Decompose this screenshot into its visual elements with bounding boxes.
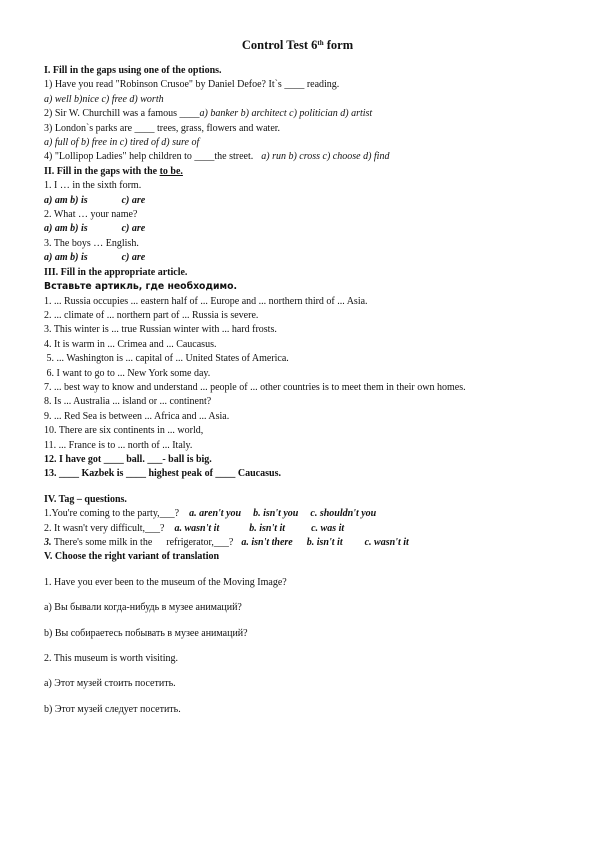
- s4-q3-number: 3.: [44, 537, 52, 548]
- s5-question-1: 1. Have you ever been to the museum of the Moving Image?: [44, 576, 287, 588]
- s4-q1-text: 1.You're coming to the party,___?: [44, 508, 180, 520]
- spacer: [44, 616, 564, 627]
- spacer: [44, 692, 564, 703]
- s1-question-2: [44, 107, 564, 121]
- s4-q3-option-c: c. wasn't it: [364, 537, 409, 548]
- s4-question-2: [44, 522, 564, 536]
- s3-item-3: 3. This winter is ... true Russian winter with ... hard frosts.: [44, 324, 277, 336]
- s2-q1-options-ab: a) am b) is: [44, 194, 88, 206]
- s2-q2-option-c: c) are: [121, 223, 146, 235]
- s5-question-1-option-b: b) Вы собираетесь побывать в музее анимаций?: [44, 627, 248, 639]
- s5-question-1-option-a: a) Вы бывали когда-нибудь в музее анимаций?: [44, 602, 242, 614]
- s1-question-3-options: a) full of b) free in c) tired of d) sure of: [44, 137, 200, 149]
- s3-items-list: [44, 295, 564, 453]
- section-3-heading: III. Fill in the appropriate article.: [44, 266, 188, 278]
- s3-item-9: 9. ... Red Sea is between ... Africa and ... Asia.: [44, 410, 230, 422]
- s4-q3-text-end: refrigerator,___?: [166, 537, 234, 548]
- section-5: [44, 550, 564, 717]
- s4-q3-option-b: b. isn't it: [306, 537, 343, 548]
- section-1: [44, 64, 564, 165]
- s1-question-1: 1) Have you read "Robinson Crusoe" by Daniel Defoe? It`s ____ reading.: [44, 79, 340, 91]
- s3-item-5: 5. ... Washington is ... capital of ... United States of America.: [44, 353, 289, 365]
- section-1-heading: I. Fill in the gaps using one of the options.: [44, 65, 222, 76]
- s1-question-4-options: a) run b) cross c) choose d) find: [261, 151, 390, 163]
- section-2-heading: [44, 165, 564, 179]
- spacer: [44, 565, 564, 576]
- page-title: [0, 38, 595, 52]
- s2-q2-options-ab: a) am b) is: [44, 223, 88, 235]
- s4-question-3: [44, 536, 564, 550]
- section-4-heading: IV. Tag – questions.: [44, 493, 127, 505]
- section-2: [44, 165, 564, 266]
- worksheet-content: [44, 64, 564, 717]
- spacer: [44, 590, 564, 601]
- s4-question-1: [44, 507, 564, 521]
- s2-question-1-options: [44, 194, 564, 208]
- s1-question-4-text: 4) "Lollipop Ladies" help children to ____the street.: [44, 151, 254, 163]
- s2-question-2-options: [44, 222, 564, 236]
- s3-item-8: 8. Is ... Australia ... island or ... continent?: [44, 396, 212, 408]
- s3-item-10: 10. There are six continents in ... world,: [44, 425, 204, 437]
- s3-item-7: 7. ... best way to know and understand ... people of ... other countries is to meet them in their own homes.: [44, 381, 466, 393]
- spacer: [44, 666, 564, 677]
- section-2-heading-underlined: to be.: [159, 165, 183, 177]
- s2-q3-options-ab: a) am b) is: [44, 252, 88, 264]
- s1-question-4: [44, 150, 564, 164]
- s5-question-2: 2. This museum is worth visiting.: [44, 653, 178, 665]
- title-tail: form: [323, 38, 354, 52]
- spacer: [44, 641, 564, 652]
- s1-question-3: 3) London`s parks are ____ trees, grass, flowers and water.: [44, 122, 281, 134]
- s2-q3-option-c: c) are: [121, 252, 146, 264]
- s4-q1-option-b: b. isn't you: [253, 508, 299, 520]
- s1-question-2-text: 2) Sir W. Churchill was a famous ____: [44, 108, 200, 120]
- s4-q2-text: 2. It wasn't very difficult,___?: [44, 522, 165, 534]
- s3-item-4: 4. It is warm in ... Crimea and ... Caucasus.: [44, 338, 217, 350]
- title-superscript: th: [317, 39, 324, 47]
- s5-question-2-option-a: a) Этот музей стоить посетить.: [44, 678, 176, 690]
- s1-question-1-options: a) well b)nice c) free d) worth: [44, 93, 164, 105]
- title-main: Control Test 6: [241, 38, 318, 52]
- s5-question-2-option-b: b) Этот музей следует посетить.: [44, 703, 181, 715]
- section-3-subheading: Вставьте артикль, где необходимо.: [44, 281, 237, 293]
- s4-q1-option-c: c. shouldn't you: [310, 508, 377, 520]
- s2-question-1: 1. I … in the sixth form.: [44, 180, 142, 192]
- section-5-heading: V. Choose the right variant of translation: [44, 551, 220, 563]
- s2-question-3: 3. The boys … English.: [44, 237, 139, 249]
- s2-question-2: 2. What … your name?: [44, 209, 138, 221]
- s2-question-3-options: [44, 251, 564, 265]
- s2-q1-option-c: c) are: [121, 194, 146, 206]
- section-2-heading-text: II. Fill in the gaps with the: [44, 165, 160, 177]
- s3-item-6: 6. I want to go to ... New York some day.: [44, 367, 211, 379]
- s3-item-1: 1. ... Russia occupies ... eastern half of ... Europe and ... northern third of ... Asia.: [44, 295, 368, 307]
- s4-q2-option-a: a. wasn't it: [174, 522, 220, 534]
- s3-question-12: 12. I have got ____ ball. ___- ball is big.: [44, 453, 212, 465]
- s1-question-2-options: a) banker b) architect c) politician d) artist: [199, 108, 373, 120]
- s4-q3-text: There's some milk in the: [51, 537, 153, 548]
- s3-question-13: 13. ____ Kazbek is ____ highest peak of ____ Caucasus.: [44, 468, 281, 480]
- section-3: [44, 266, 564, 482]
- spacer: [44, 482, 564, 493]
- s4-q1-option-a: a. aren't you: [189, 508, 242, 520]
- s4-q2-option-c: c. was it: [311, 522, 345, 534]
- section-4: [44, 493, 564, 551]
- s3-item-11: 11. ... France is to ... north of ... Italy.: [44, 439, 193, 451]
- s4-q3-option-a: a. isn't there: [241, 537, 293, 548]
- s3-item-2: 2. ... climate of ... northern part of ... Russia is severe.: [44, 309, 259, 321]
- s4-q2-option-b: b. isn't it: [249, 522, 286, 534]
